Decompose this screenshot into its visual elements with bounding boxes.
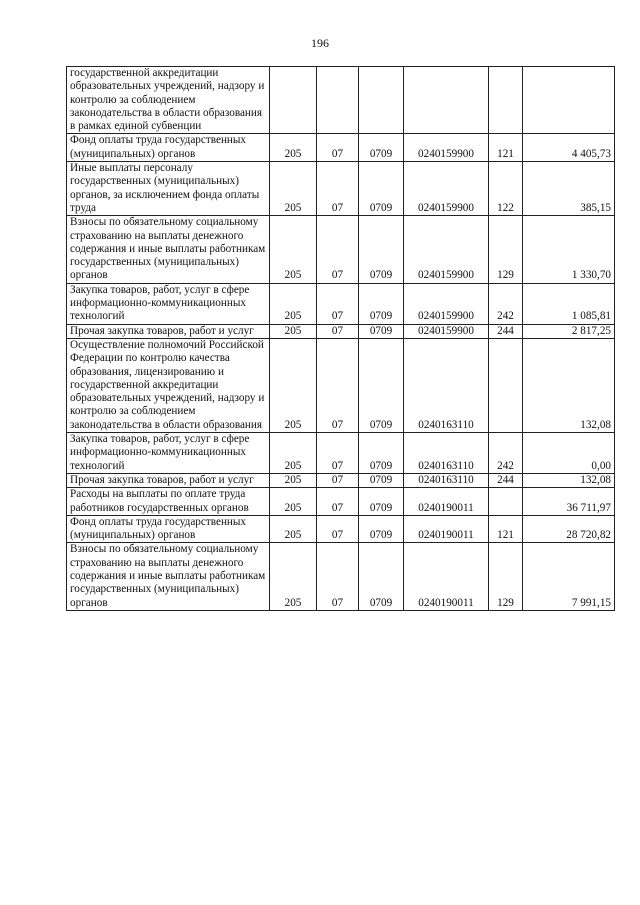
row-name: Прочая закупка товаров, работ и услуг [67,324,270,338]
table-row [67,543,615,610]
table-row [67,515,615,543]
budget-table [66,66,615,611]
row-name: Фонд оплаты труда государственных (муниципальных) органов [67,134,270,162]
row-subsection-code: 0709 [359,515,404,543]
row-section-code: 07 [317,433,359,474]
table-row [67,162,615,216]
table-row [67,216,615,283]
row-section-code: 07 [317,324,359,338]
row-admin-code: 205 [270,283,317,324]
row-expense-type: 242 [489,433,523,474]
row-amount: 1 085,81 [523,283,615,324]
row-expense-type: 244 [489,473,523,487]
row-admin-code: 205 [270,338,317,432]
table-row [67,488,615,516]
row-target-code [404,67,489,134]
row-target-code: 0240163110 [404,433,489,474]
row-amount: 132,08 [523,473,615,487]
table-row [67,324,615,338]
row-name: Прочая закупка товаров, работ и услуг [67,473,270,487]
row-name: Фонд оплаты труда государственных (муниципальных) органов [67,515,270,543]
row-subsection-code: 0709 [359,543,404,610]
row-expense-type: 121 [489,134,523,162]
row-expense-type: 242 [489,283,523,324]
row-section-code: 07 [317,473,359,487]
row-subsection-code: 0709 [359,338,404,432]
row-section-code: 07 [317,515,359,543]
row-section-code: 07 [317,543,359,610]
row-subsection-code: 0709 [359,488,404,516]
row-subsection-code: 0709 [359,216,404,283]
table-row [67,473,615,487]
row-subsection-code: 0709 [359,134,404,162]
row-admin-code: 205 [270,473,317,487]
row-section-code [317,67,359,134]
row-section-code: 07 [317,162,359,216]
row-target-code: 0240190011 [404,515,489,543]
row-amount [523,67,615,134]
row-section-code: 07 [317,338,359,432]
row-expense-type: 122 [489,162,523,216]
row-target-code: 0240159900 [404,162,489,216]
row-section-code: 07 [317,216,359,283]
page-number: 196 [311,36,329,50]
row-name: Иные выплаты персоналу государственных (муниципальных) органов, за исключением фонда оплаты труда [67,162,270,216]
row-expense-type [489,67,523,134]
row-expense-type [489,338,523,432]
row-subsection-code: 0709 [359,162,404,216]
row-target-code: 0240190011 [404,543,489,610]
row-name: Расходы на выплаты по оплате труда работников государственных органов [67,488,270,516]
row-subsection-code: 0709 [359,324,404,338]
row-name: Взносы по обязательному социальному страхованию на выплаты денежного содержания и иные выплаты работникам государственных (муниципальных) органов [67,216,270,283]
row-expense-type: 129 [489,543,523,610]
row-target-code: 0240159900 [404,324,489,338]
row-expense-type: 129 [489,216,523,283]
row-amount: 0,00 [523,433,615,474]
row-admin-code: 205 [270,515,317,543]
row-admin-code: 205 [270,216,317,283]
row-subsection-code: 0709 [359,473,404,487]
row-expense-type: 121 [489,515,523,543]
row-target-code: 0240159900 [404,283,489,324]
table-row [67,338,615,432]
row-admin-code: 205 [270,543,317,610]
row-subsection-code: 0709 [359,283,404,324]
row-section-code: 07 [317,488,359,516]
row-admin-code: 205 [270,162,317,216]
table-row [67,283,615,324]
row-section-code: 07 [317,283,359,324]
row-name: Закупка товаров, работ, услуг в сфере информационно-коммуникационных технологий [67,433,270,474]
row-amount: 4 405,73 [523,134,615,162]
row-amount: 36 711,97 [523,488,615,516]
row-subsection-code: 0709 [359,433,404,474]
row-amount: 1 330,70 [523,216,615,283]
row-expense-type [489,488,523,516]
row-amount: 385,15 [523,162,615,216]
row-amount: 7 991,15 [523,543,615,610]
row-target-code: 0240190011 [404,488,489,516]
row-target-code: 0240159900 [404,216,489,283]
row-admin-code [270,67,317,134]
row-name: государственной аккредитации образовательных учреждений, надзору и контролю за соблюдением законодательства в области образования в рамках единой субвенции [67,67,270,134]
table-row [67,67,615,134]
row-amount: 28 720,82 [523,515,615,543]
row-amount: 2 817,25 [523,324,615,338]
row-admin-code: 205 [270,433,317,474]
table-row [67,134,615,162]
row-name: Закупка товаров, работ, услуг в сфере информационно-коммуникационных технологий [67,283,270,324]
row-target-code: 0240163110 [404,473,489,487]
row-admin-code: 205 [270,134,317,162]
row-section-code: 07 [317,134,359,162]
row-admin-code: 205 [270,488,317,516]
row-subsection-code [359,67,404,134]
row-name: Осуществление полномочий Российской Федерации по контролю качества образования, лицензированию и государственной аккредитации образовательных учреждений, надзору и контролю за соблюдением законодательства в области образования [67,338,270,432]
table-row [67,433,615,474]
row-target-code: 0240159900 [404,134,489,162]
row-expense-type: 244 [489,324,523,338]
row-amount: 132,08 [523,338,615,432]
row-admin-code: 205 [270,324,317,338]
budget-table-body [67,67,615,611]
row-target-code: 0240163110 [404,338,489,432]
row-name: Взносы по обязательному социальному страхованию на выплаты денежного содержания и иные выплаты работникам государственных (муниципальных) органов [67,543,270,610]
